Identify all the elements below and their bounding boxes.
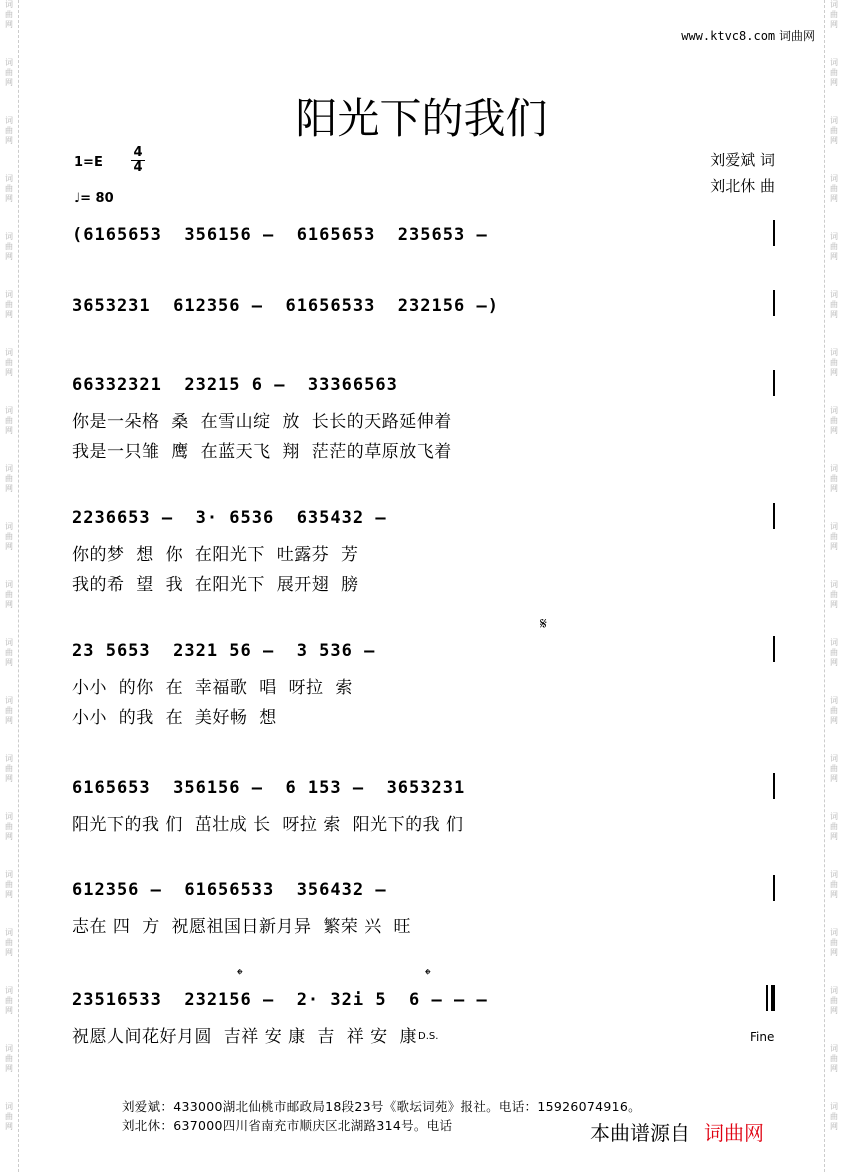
time-signature-top: 4 [133, 145, 143, 160]
coda-sign-1: 𝄌 [237, 965, 243, 984]
side-watermark-text: 词 曲 网 [5, 58, 13, 87]
side-watermark-text: 词 曲 网 [5, 406, 13, 435]
lyric-row-6: 阳光下的我 们 茁壮成 长 呀拉 索 阳光下的我 们 [72, 815, 464, 835]
side-watermark-text: 词 曲 网 [830, 58, 838, 87]
side-watermark-text: 词 曲 网 [830, 116, 838, 145]
side-watermark-text: 词 曲 网 [5, 1102, 13, 1131]
right-watermark-strip [824, 0, 843, 1172]
site-url[interactable]: www.ktvc8.com [681, 29, 776, 43]
side-watermark-text: 词 曲 网 [5, 232, 13, 261]
segno-sign: 𝄋 [540, 614, 547, 633]
lyric-row-4-verse-1: 你的梦 想 你 在阳光下 吐露芬 芳 [72, 545, 359, 565]
song-title: 阳光下的我们 [295, 94, 548, 143]
lyric-row-7: 志在 四 方 祝愿祖国日新月异 繁荣 兴 旺 [72, 917, 412, 937]
side-watermark-text: 词 曲 网 [830, 290, 838, 319]
side-watermark-text: 词 曲 网 [5, 870, 13, 899]
music-row-4: 2236653 – 3· 6536 635432 – [72, 508, 387, 528]
composer-credit: 刘北休 曲 [710, 177, 775, 195]
lyric-row-5-verse-1: 小小 的你 在 幸福歌 唱 呀拉 索 [72, 678, 353, 698]
side-watermark-text: 词 曲 网 [5, 1044, 13, 1073]
side-watermark-text: 词 曲 网 [5, 812, 13, 841]
side-watermark-text: 词 曲 网 [830, 464, 838, 493]
side-watermark-text: 词 曲 网 [5, 348, 13, 377]
side-watermark-text: 词 曲 网 [830, 812, 838, 841]
side-watermark-text: 词 曲 网 [5, 696, 13, 725]
side-watermark-text: 词 曲 网 [830, 348, 838, 377]
side-watermark-text: 词 曲 网 [830, 928, 838, 957]
source-brand-link[interactable]: 词曲网 [704, 1121, 764, 1145]
side-watermark-text: 词 曲 网 [830, 638, 838, 667]
dal-segno-marking: D.S. [418, 1031, 439, 1042]
music-row-7: 612356 – 61656533 356432 – [72, 880, 387, 900]
tempo-marking: ♩= 80 [74, 191, 114, 206]
final-barline-thick [771, 985, 775, 1011]
side-watermark-text: 词 曲 网 [830, 580, 838, 609]
barline [773, 370, 775, 396]
barline [773, 503, 775, 529]
final-barline-thin [766, 985, 768, 1011]
barline [773, 875, 775, 901]
side-watermark-text: 词 曲 网 [5, 290, 13, 319]
footer-contact-lyricist: 刘爱斌：433000湖北仙桃市邮政局18段23号《歌坛词苑》报社。电话：15926074916。 [122, 1099, 641, 1114]
side-watermark-text: 词 曲 网 [5, 464, 13, 493]
barline [773, 636, 775, 662]
source-label: 本曲谱源自 [590, 1121, 690, 1145]
source-credit[interactable] [590, 1117, 764, 1146]
side-watermark-text: 词 曲 网 [830, 406, 838, 435]
music-row-5: 23 5653 2321 56 – 3 536 – [72, 641, 376, 661]
lyric-row-3-verse-1: 你是一朵格 桑 在雪山绽 放 长长的天路延伸着 [72, 412, 452, 432]
music-row-8: 23516533 232156 – 2· 32i 5 6 – – – [72, 990, 488, 1010]
lyric-row-3-verse-2: 我是一只雏 鹰 在蓝天飞 翔 茫茫的草原放飞着 [72, 442, 452, 462]
side-watermark-text: 词 曲 网 [5, 116, 13, 145]
side-watermark-text: 词 曲 网 [830, 986, 838, 1015]
lyric-row-4-verse-2: 我的希 望 我 在阳光下 展开翅 膀 [72, 575, 359, 595]
side-watermark-text: 词 曲 网 [830, 754, 838, 783]
barline [773, 773, 775, 799]
left-watermark-strip [0, 0, 19, 1172]
side-watermark-text: 词 曲 网 [5, 580, 13, 609]
side-watermark-text: 词 曲 网 [830, 696, 838, 725]
side-watermark-text: 词 曲 网 [5, 638, 13, 667]
barline [773, 290, 775, 316]
lyric-row-5-verse-2: 小小 的我 在 美好畅 想 [72, 708, 277, 728]
side-watermark-text: 词 曲 网 [5, 174, 13, 203]
barline [773, 220, 775, 246]
music-row-6: 6165653 356156 – 6 153 – 3653231 [72, 778, 466, 798]
time-signature [131, 146, 145, 175]
music-row-2: 3653231 612356 – 61656533 232156 –) [72, 296, 499, 316]
side-watermark-text: 词 曲 网 [5, 986, 13, 1015]
lyric-row-8: 祝愿人间花好月圆 吉祥 安 康 吉 祥 安 康 [72, 1027, 417, 1047]
side-watermark-text: 词 曲 网 [830, 174, 838, 203]
side-watermark-text: 词 曲 网 [5, 754, 13, 783]
side-watermark-text: 词 曲 网 [830, 1102, 838, 1131]
side-watermark-text: 词 曲 网 [5, 522, 13, 551]
coda-sign-2: 𝄌 [425, 965, 431, 984]
side-watermark-text: 词 曲 网 [5, 928, 13, 957]
music-row-1: (6165653 356156 – 6165653 235653 – [72, 225, 488, 245]
key-signature: 1=E [74, 155, 103, 170]
lyricist-credit: 刘爱斌 词 [710, 151, 775, 169]
side-watermark-text: 词 曲 网 [830, 1044, 838, 1073]
fine-marking: Fine [750, 1030, 775, 1044]
side-watermark-text: 词 曲 网 [830, 232, 838, 261]
side-watermark-text: 词 曲 网 [830, 870, 838, 899]
footer-contact-composer: 刘北休：637000四川省南充市顺庆区北湖路314号。电话 [122, 1118, 453, 1133]
music-row-3: 66332321 23215 6 – 33366563 [72, 375, 398, 395]
side-watermark-text: 词 曲 网 [5, 0, 13, 29]
time-signature-bottom: 4 [133, 160, 143, 175]
side-watermark-text: 词 曲 网 [830, 0, 838, 29]
side-watermark-text: 词 曲 网 [830, 522, 838, 551]
site-header[interactable] [681, 27, 815, 44]
site-name[interactable]: 词曲网 [778, 29, 815, 43]
